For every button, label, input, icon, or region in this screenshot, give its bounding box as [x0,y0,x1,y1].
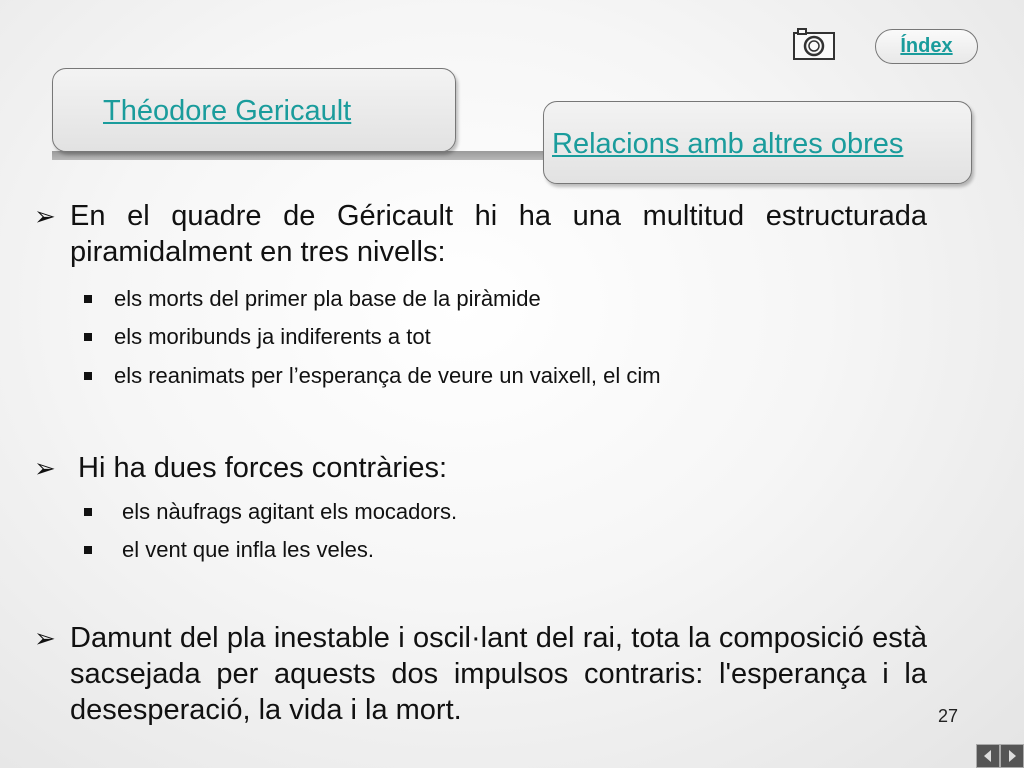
title-box[interactable] [52,68,456,152]
square-bullet-icon [84,333,92,341]
square-bullet-icon [84,372,92,380]
square-bullet-icon [84,295,92,303]
page-title[interactable]: Théodore Gericault [103,95,352,127]
square-bullet-icon [84,546,92,554]
arrow-left-icon [981,749,995,763]
slide-nav [976,744,1024,768]
relations-button[interactable] [543,101,972,184]
prev-slide-button[interactable] [976,744,1000,768]
arrow-right-icon [1005,749,1019,763]
sub-item-text: els moribunds ja indiferents a tot [114,324,431,349]
sub-item-text: els reanimats per l’esperança de veure un vaixell, el cim [114,363,661,388]
bullet-item [34,620,927,728]
next-slide-button[interactable] [1000,744,1024,768]
camera-icon[interactable] [793,28,835,60]
square-bullet-icon [84,508,92,516]
relations-label: Relacions amb altres obres [552,128,904,160]
bullet-text: Hi ha dues forces contràries: [78,452,448,484]
index-label: Índex [900,35,953,57]
index-button[interactable] [875,29,978,64]
arrow-bullet-icon: ➢ [34,453,56,483]
arrow-bullet-icon: ➢ [34,201,56,231]
bullet-item [34,450,927,486]
sub-item-text: els morts del primer pla base de la piràmide [114,286,541,311]
arrow-bullet-icon: ➢ [34,623,56,653]
sub-item-text: els nàufrags agitant els mocadors. [122,499,458,524]
sub-item-text: el vent que infla les veles. [122,537,374,562]
page-number: 27 [938,706,959,726]
bullet-text: Damunt del pla inestable i oscil·lant del rai, tota la composició està sacsejada per aquests dos impulsos contraris: l'esperança i la desesperació, la vida i la mort. [70,622,927,726]
bullet-text: En el quadre de Géricault hi ha una multitud estructurada piramidalment en tres nivells: [70,200,927,268]
header-divider [52,151,572,160]
bullet-item [34,198,927,270]
